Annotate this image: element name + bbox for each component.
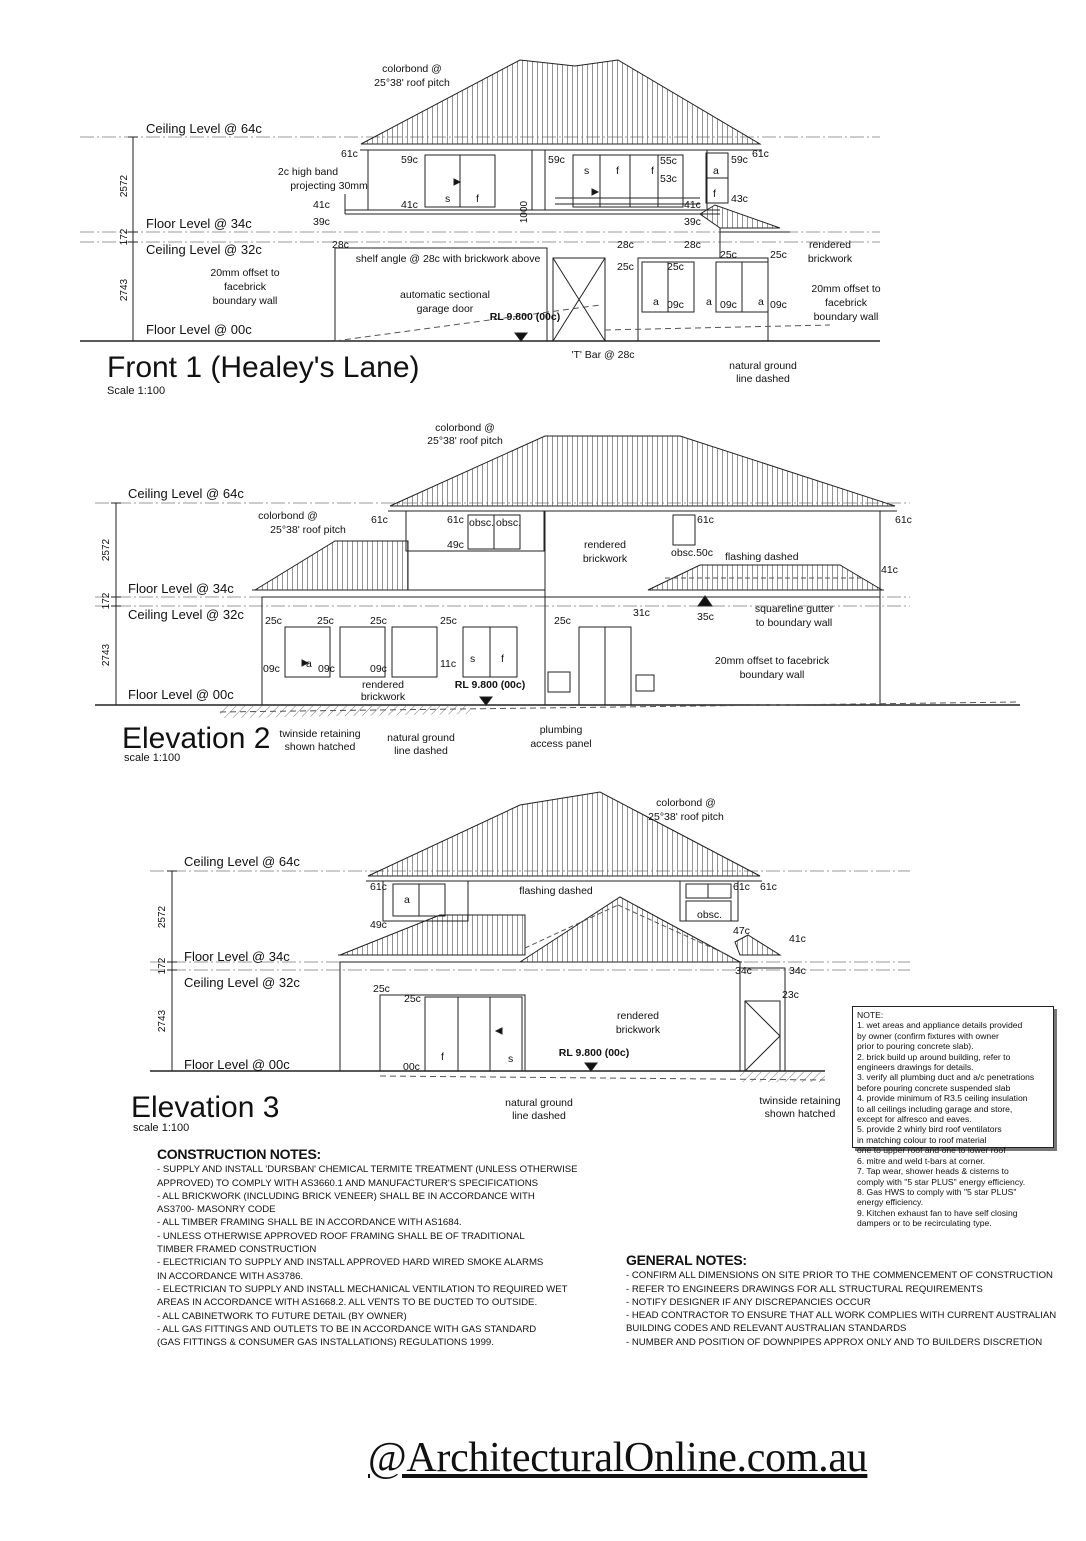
front-level-tag: 59c	[401, 154, 418, 166]
front-level-tag: 39c	[313, 216, 330, 228]
e2-level-tag: 09c	[263, 663, 280, 675]
e3-rendered-2: brickwork	[615, 1024, 661, 1036]
front-scale: Scale 1:100	[107, 385, 166, 397]
e2-offset-1: 20mm offset to facebrick	[714, 655, 830, 667]
front-level-tag: 61c	[341, 148, 358, 160]
e3-ceiling-32: Ceiling Level @ 32c	[184, 975, 300, 990]
front-level-tag: 59c	[548, 154, 565, 166]
note-line: 5. provide 2 whirly bird roof ventilators	[857, 1124, 1002, 1135]
e2-title: Elevation 2	[122, 722, 271, 755]
front-rendered-1: rendered	[808, 239, 852, 251]
e2-ceiling-32: Ceiling Level @ 32c	[128, 607, 244, 622]
front-level-tag: 41c	[313, 199, 330, 211]
general-heading: GENERAL NOTES:	[626, 1252, 747, 1268]
construction-line: (GAS FITTINGS & CONSUMER GAS INSTALLATIONS) REGULATIONS 1999.	[157, 1337, 494, 1349]
note-line: 6. mitre and weld t-bars at corner.	[857, 1155, 986, 1166]
general-list	[626, 1269, 1066, 1349]
front-level-tag: 28c	[332, 239, 349, 251]
front-floor-00: Floor Level @ 00c	[146, 322, 252, 337]
general-line: - NOTIFY DESIGNER IF ANY DISCREPANCIES OCCUR	[626, 1296, 871, 1308]
general-line: - NUMBER AND POSITION OF DOWNPIPES APPROX ONLY AND TO BUILDERS DISCRETION	[626, 1336, 1043, 1348]
front-dim-2572: 2572	[119, 174, 130, 198]
e2-window-tag: s	[470, 653, 476, 665]
note-line: 2. brick build up around building, refer to	[857, 1051, 1011, 1062]
e2-roof-top-1: colorbond @	[435, 422, 495, 434]
front-offset-r-1: 20mm offset to	[811, 283, 881, 295]
front-window-tag: a	[653, 296, 659, 308]
note-line: 1. wet areas and appliance details provided	[857, 1020, 1023, 1031]
e3-ground-2: line dashed	[512, 1110, 566, 1122]
e2-plumbing-1: plumbing	[539, 724, 583, 736]
construction-line: - UNLESS OTHERWISE APPROVED ROOF FRAMING SHALL BE OF TRADITIONAL	[157, 1230, 525, 1242]
e3-scale: scale 1:100	[133, 1122, 190, 1134]
e2-level-tag: 25c	[370, 615, 387, 627]
e3-retaining-1: twinside retaining	[759, 1095, 841, 1107]
front-rendered-2: brickwork	[807, 253, 853, 265]
e2-level-tag: 09c	[318, 663, 335, 675]
e3-level-tag: 61c	[733, 881, 750, 893]
construction-list	[157, 1163, 597, 1349]
e2-gutter-1: squareline gutter	[754, 603, 834, 615]
front-band-note-1: 2c high band	[277, 166, 339, 178]
front-level-tag: 09c	[667, 299, 684, 311]
e2-dim-2572: 2572	[101, 538, 112, 562]
e2-level-tag: 49c	[447, 539, 464, 551]
e3-level-tag: 34c	[735, 965, 752, 977]
e3-dim-172: 172	[157, 957, 168, 975]
front-level-tag: 61c	[752, 148, 769, 160]
e3-ceiling-64: Ceiling Level @ 64c	[184, 854, 300, 869]
front-window-tag: a	[706, 296, 712, 308]
e2-window-tag: f	[501, 653, 504, 665]
front-floor-34: Floor Level @ 34c	[146, 216, 252, 231]
front-ceiling-64: Ceiling Level @ 64c	[146, 121, 262, 136]
front-level-tag: 41c	[401, 199, 418, 211]
e3-level-tag: 41c	[789, 933, 806, 945]
front-rl: RL 9.800 (00c)	[489, 311, 561, 323]
front-title: Front 1 (Healey's Lane)	[107, 351, 420, 384]
e2-flashing: flashing dashed	[725, 551, 799, 563]
e3-level-tag: 25c	[404, 993, 421, 1005]
construction-line: - ELECTRICIAN TO SUPPLY AND INSTALL APPROVED HARD WIRED SMOKE ALARMS	[157, 1257, 544, 1269]
front-offset-r-2: facebrick	[824, 297, 868, 309]
e3-level-tag: 49c	[370, 919, 387, 931]
e3-dim-2572: 2572	[157, 905, 168, 929]
front-ceiling-32: Ceiling Level @ 32c	[146, 242, 262, 257]
front-level-tag: 41c	[684, 199, 701, 211]
e3-window-tag: s	[508, 1053, 514, 1065]
e2-roof-low-1: colorbond @	[258, 510, 318, 522]
note-line: except for alfresco and eaves.	[857, 1114, 972, 1125]
note-line: one to upper roof and one to lower roof	[857, 1145, 1006, 1156]
general-line: - CONFIRM ALL DIMENSIONS ON SITE PRIOR TO THE COMMENCEMENT OF CONSTRUCTION	[626, 1270, 1053, 1282]
note-line: dampers or to be recirculating type.	[857, 1218, 992, 1229]
e3-window-tag: obsc.	[697, 909, 723, 921]
front-level-tag: 25c	[667, 261, 684, 273]
e3-level-tag: 61c	[370, 881, 387, 893]
construction-line: - ALL GAS FITTINGS AND OUTLETS TO BE IN ACCORDANCE WITH GAS STANDARD	[157, 1323, 537, 1335]
e2-level-tag: 11c	[440, 658, 457, 670]
construction-line: - ALL TIMBER FRAMING SHALL BE IN ACCORDANCE WITH AS1684.	[157, 1217, 462, 1229]
front-window-tag: s	[445, 193, 451, 205]
e2-retaining-2: shown hatched	[284, 741, 356, 753]
construction-line: IN ACCORDANCE WITH AS3786.	[157, 1270, 304, 1282]
e2-level-tag: 25c	[440, 615, 457, 627]
e2-dim-172: 172	[101, 592, 112, 610]
e3-level-tag: 00c	[403, 1061, 420, 1073]
notes-box	[852, 1006, 1054, 1229]
front-dim-1000: 1000	[519, 200, 530, 224]
e3-rendered-1: rendered	[616, 1010, 660, 1022]
front-ground-2: line dashed	[736, 373, 790, 385]
construction-heading: CONSTRUCTION NOTES:	[157, 1146, 321, 1162]
note-line: before pouring concrete suspended slab	[857, 1082, 1011, 1093]
front-window-tag: f	[616, 165, 619, 177]
e2-ground-2: line dashed	[394, 745, 448, 757]
e2-window-tag: obsc.	[469, 517, 495, 529]
front-ground-1: natural ground	[729, 360, 797, 372]
note-line: 7. Tap wear, shower heads & cisterns to	[857, 1166, 1009, 1177]
e3-floor-34: Floor Level @ 34c	[184, 949, 290, 964]
front-offset-3: boundary wall	[212, 295, 278, 307]
e3-floor-00: Floor Level @ 00c	[184, 1057, 290, 1072]
e3-rl: RL 9.800 (00c)	[558, 1047, 630, 1059]
construction-line: - ALL BRICKWORK (INCLUDING BRICK VENEER) SHALL BE IN ACCORDANCE WITH	[157, 1190, 535, 1202]
front-level-tag: 09c	[770, 299, 787, 311]
e2-rendered-low-1: rendered	[361, 679, 405, 691]
construction-line: - ELECTRICIAN TO SUPPLY AND INSTALL MECHANICAL VENTILATION TO REQUIRED WET	[157, 1283, 568, 1295]
notes-list	[857, 1020, 1049, 1228]
e2-dim-2743: 2743	[101, 643, 112, 667]
construction-line: APPROVED) TO COMPLY WITH AS3660.1 AND MANUFACTURER'S SPECIFICATIONS	[157, 1177, 539, 1189]
e2-ground-1: natural ground	[387, 732, 455, 744]
front-tbar: 'T' Bar @ 28c	[571, 349, 635, 361]
note-line: by owner (confirm fixtures with owner	[857, 1030, 999, 1041]
front-offset-1: 20mm offset to	[210, 267, 280, 279]
e2-level-tag: 25c	[265, 615, 282, 627]
front-roof-note-2: 25°38' roof pitch	[374, 77, 450, 89]
notes-heading: NOTE:	[857, 1010, 884, 1020]
front-level-tag: 25c	[770, 249, 787, 261]
e2-level-tag: 35c	[697, 611, 714, 623]
e2-gutter-2: to boundary wall	[755, 617, 833, 629]
e2-level-tag: 09c	[370, 663, 387, 675]
e2-window-tag: obsc.	[496, 517, 522, 529]
note-line: 4. provide minimum of R3.5 ceiling insulation	[857, 1093, 1028, 1104]
e2-rl: RL 9.800 (00c)	[454, 679, 526, 691]
e2-window-tag: a	[306, 658, 312, 670]
front-level-tag: 28c	[617, 239, 634, 251]
front-level-tag: 09c	[720, 299, 737, 311]
e2-scale: scale 1:100	[124, 752, 181, 764]
e2-offset-2: boundary wall	[739, 669, 805, 681]
e3-window-tag: f	[441, 1051, 444, 1063]
front-window-tag: a	[758, 296, 764, 308]
e2-plumbing-2: access panel	[530, 738, 592, 750]
general-line: BUILDING CODES AND RELEVANT AUSTRALIAN STANDARDS	[626, 1323, 907, 1335]
note-line: comply with "5 star PLUS" energy efficiency.	[857, 1176, 1026, 1187]
front-dim-172: 172	[119, 228, 130, 246]
front-level-tag: 43c	[731, 193, 748, 205]
front-band-note-2: projecting 30mm	[290, 180, 368, 192]
note-line: 9. Kitchen exhaust fan to have self closing	[857, 1207, 1018, 1218]
front-level-tag: 53c	[660, 173, 677, 185]
e2-level-tag: 31c	[633, 607, 650, 619]
e3-roof-2: 25°38' roof pitch	[648, 811, 724, 823]
front-window-tag: f	[651, 165, 654, 177]
e2-retaining-1: twinside retaining	[279, 728, 361, 740]
note-line: prior to pouring concrete slab).	[857, 1041, 974, 1052]
e2-rendered-low-2: brickwork	[360, 691, 406, 703]
note-line: to all ceilings including garage and store,	[857, 1103, 1013, 1114]
e3-title: Elevation 3	[131, 1091, 280, 1124]
e2-roof-low-2: 25°38' roof pitch	[270, 524, 346, 536]
note-line: 8. Gas HWS to comply with "5 star PLUS"	[857, 1186, 1017, 1197]
front-roof-note-1: colorbond @	[382, 63, 442, 75]
front-garage-note-2: garage door	[416, 303, 474, 315]
construction-line: AREAS IN ACCORDANCE WITH AS1668.2. ALL VENTS TO BE DUCTED TO OUTSIDE.	[157, 1297, 538, 1309]
e3-retaining-2: shown hatched	[764, 1108, 836, 1120]
front-offset-2: facebrick	[223, 281, 267, 293]
front-shelf-note: shelf angle @ 28c with brickwork above	[355, 253, 541, 265]
e2-window-tag: obsc.50c	[671, 547, 714, 559]
e2-rendered-up-1: rendered	[583, 539, 627, 551]
note-line: in matching colour to roof material	[857, 1134, 987, 1145]
e2-level-tag: 61c	[447, 514, 464, 526]
construction-notes	[157, 1148, 597, 1349]
note-line: 3. verify all plumbing duct and a/c penetrations	[857, 1072, 1035, 1083]
front-garage-note-1: automatic sectional	[400, 289, 490, 301]
e3-level-tag: 23c	[782, 989, 799, 1001]
e3-flashing: flashing dashed	[519, 885, 593, 897]
e3-level-tag: 25c	[373, 983, 390, 995]
e2-level-tag: 61c	[697, 514, 714, 526]
e2-level-tag: 61c	[371, 514, 388, 526]
e3-ground-1: natural ground	[505, 1097, 573, 1109]
e2-level-tag: 61c	[895, 514, 912, 526]
e2-floor-34: Floor Level @ 34c	[128, 581, 234, 596]
e3-dim-2743: 2743	[157, 1009, 168, 1033]
e3-roof-1: colorbond @	[656, 797, 716, 809]
front-window-tag: f	[476, 193, 479, 205]
note-line: energy efficiency.	[857, 1197, 924, 1208]
e2-roof-top-2: 25°38' roof pitch	[427, 435, 503, 447]
front-offset-r-3: boundary wall	[813, 311, 879, 323]
e2-level-tag: 25c	[317, 615, 334, 627]
construction-line: TIMBER FRAMED CONSTRUCTION	[157, 1244, 317, 1256]
e3-window-tag: a	[404, 894, 410, 906]
front-window-tag: s	[584, 165, 590, 177]
front-level-tag: 39c	[684, 216, 701, 228]
e2-ceiling-64: Ceiling Level @ 64c	[128, 486, 244, 501]
e2-rendered-up-2: brickwork	[582, 553, 628, 565]
elevation-2	[95, 436, 1020, 718]
front-level-tag: 59c	[731, 154, 748, 166]
e2-level-tag: 41c	[881, 564, 898, 576]
e3-level-tag: 34c	[789, 965, 806, 977]
construction-line: AS3700- MASONRY CODE	[157, 1204, 276, 1216]
e3-level-tag: 47c	[733, 925, 750, 937]
footer-watermark[interactable]: @ArchitecturalOnline.com.au	[368, 1435, 868, 1481]
front-window-tag: f	[713, 188, 716, 200]
general-notes	[626, 1254, 1066, 1349]
general-line: - HEAD CONTRACTOR TO ENSURE THAT ALL WORK COMPLIES WITH CURRENT AUSTRALIAN	[626, 1310, 1057, 1322]
front-dim-2743: 2743	[119, 278, 130, 302]
construction-line: - SUPPLY AND INSTALL 'DURSBAN' CHEMICAL TERMITE TREATMENT (UNLESS OTHERWISE	[157, 1164, 578, 1176]
construction-line: - ALL CABINETWORK TO FUTURE DETAIL (BY OWNER)	[157, 1310, 407, 1322]
front-level-tag: 28c	[684, 239, 701, 251]
front-level-tag: 25c	[617, 261, 634, 273]
front-level-tag: 55c	[660, 155, 677, 167]
general-line: - REFER TO ENGINEERS DRAWINGS FOR ALL STRUCTURAL REQUIREMENTS	[626, 1283, 983, 1295]
note-line: engineers drawings for details.	[857, 1062, 974, 1073]
e2-level-tag: 25c	[554, 615, 571, 627]
front-level-tag: 25c	[720, 249, 737, 261]
e3-level-tag: 61c	[760, 881, 777, 893]
e2-floor-00: Floor Level @ 00c	[128, 687, 234, 702]
front-window-tag: a	[713, 165, 719, 177]
